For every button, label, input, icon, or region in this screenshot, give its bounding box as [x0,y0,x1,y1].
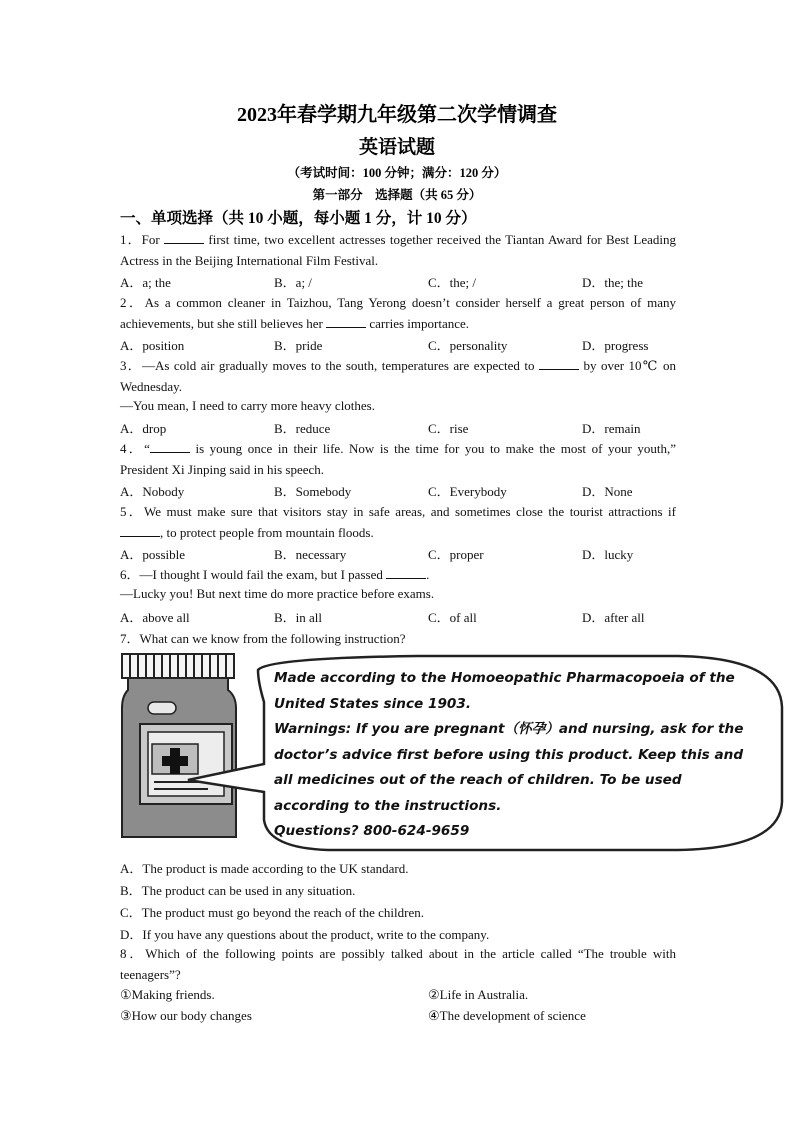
option-d: D．remain [582,421,641,436]
exam-title: 2023年春学期九年级第二次学情调查 [237,104,557,126]
point-3: ③How our body changes [120,1008,252,1023]
option-a: A．possible [120,547,186,562]
question-2-options [120,335,676,355]
point-4: ④The development of science [428,1008,586,1023]
option-b: B．Somebody [274,484,352,499]
answer-blank [150,440,190,453]
answer-blank [164,231,204,244]
option-c: C．personality [428,338,508,353]
option-a: A．above all [120,610,190,625]
option-c: C．The product must go beyond the reach of the children. [120,905,424,920]
section-heading: 一、单项选择（共 10 小题，每小题 1 分，计 10 分） [120,210,477,227]
point-1: ①Making friends. [120,987,215,1002]
instruction-line: Warnings: If you are pregnant（怀孕）and nursing, ask for the doctor’s advice first before using this product. Keep this and all medicines out of the reach of children. To be used according to the instructions. [274,721,744,814]
answer-blank [386,566,426,579]
part-heading: 第一部分 选择题（共 65 分） [312,188,482,202]
answer-blank [539,357,579,370]
question-1: 1．For first time, two excellent actresses together received the Tiantan Award for Best Leading Actress in the Beijing International Film Festival. [120,232,677,268]
question-3: 3．—As cold air gradually moves to the south, temperatures are expected to by over 10℃ on Wednesday. [120,358,676,394]
question-3-reply: —You mean, I need to carry more heavy clothes. [120,398,375,413]
bottle-cap-icon [122,654,234,678]
bottle-body-icon [122,678,236,837]
question-1-options [120,272,676,292]
question-6-reply: —Lucky you! But next time do more practice before exams. [120,586,435,601]
option-d: D．None [582,484,633,499]
option-d: D．after all [582,610,645,625]
question-6-options [120,607,676,627]
option-d: D．If you have any questions about the product, write to the company. [120,927,490,942]
exam-info: （考试时间：100 分钟；满分：120 分） [287,166,507,180]
option-c: C．proper [428,547,484,562]
question-4: 4．“ is young once in their life. Now is the time for you to make the most of your youth,” President Xi Jinping said in his speech. [120,441,677,477]
option-b: B．a; / [274,275,312,290]
option-b: B．in all [274,610,323,625]
option-d: D．progress [582,338,649,353]
instruction-line: Made according to the Homoeopathic Pharmacopoeia of the United States since 1903. [274,670,735,712]
option-c: C．the; / [428,275,477,290]
answer-blank [326,315,366,328]
option-a: A．Nobody [120,484,185,499]
option-a: A．drop [120,421,167,436]
option-c: C．of all [428,610,477,625]
point-2: ②Life in Australia. [428,987,529,1002]
option-d: D．lucky [582,547,634,562]
instruction-text [274,666,756,845]
option-b: B．pride [274,338,323,353]
option-c: C．rise [428,421,469,436]
option-d: D．the; the [582,275,644,290]
question-6: 6．—I thought I would fail the exam, but I passed . [120,567,430,582]
question-7: 7．What can we know from the following instruction? [120,631,406,646]
question-5: 5．We must make sure that visitors stay in safe areas, and sometimes close the tourist attractions if , to protect people from mountain floods. [120,504,676,540]
question-5-options [120,544,676,564]
option-c: C．Everybody [428,484,507,499]
question-3-options [120,418,676,438]
option-a: A．a; the [120,275,171,290]
answer-blank [120,524,160,537]
option-b: B．necessary [274,547,347,562]
option-a: A．The product is made according to the UK standard. [120,861,409,876]
question-8: 8．Which of the following points are possibly talked about in the article called “The trouble with teenagers”? [120,946,676,982]
option-b: B．reduce [274,421,331,436]
question-2: 2．As a common cleaner in Taizhou, Tang Yerong doesn’t consider herself a great person of many achievements, but she still believes her carries importance. [120,295,676,331]
question-4-options [120,481,676,501]
instruction-line: Questions? 800-624-9659 [274,823,470,839]
option-b: B．The product can be used in any situation. [120,883,356,898]
option-a: A．position [120,338,185,353]
exam-subtitle: 英语试题 [358,137,435,158]
